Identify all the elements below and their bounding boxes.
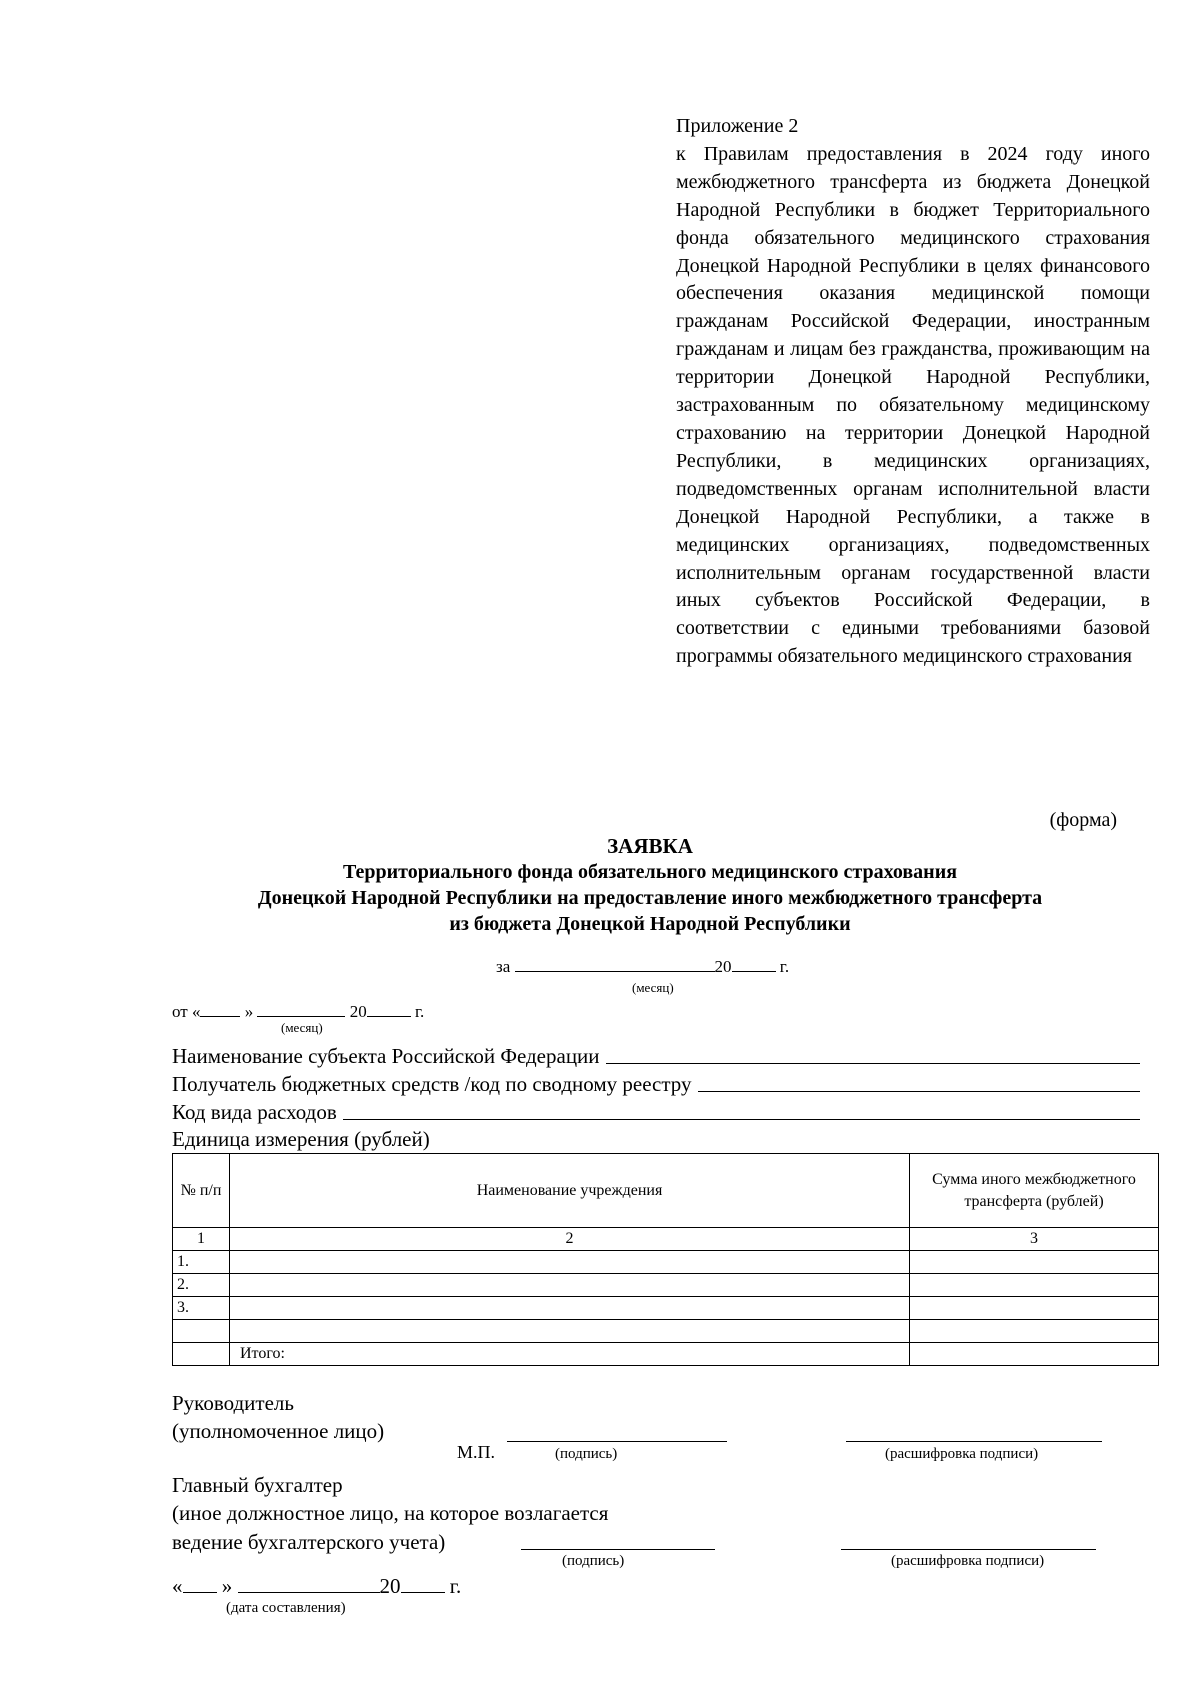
total-row bbox=[173, 1343, 1159, 1366]
date-from-close-quote: » bbox=[244, 1002, 254, 1021]
column-number-3: 3 bbox=[910, 1228, 1159, 1251]
compilation-date-suffix: г. bbox=[449, 1574, 462, 1598]
row-amount-cell[interactable] bbox=[910, 1297, 1159, 1320]
row-amount-cell[interactable] bbox=[910, 1274, 1159, 1297]
heading-line-1: Территориального фонда обязательного медицинского страхования bbox=[342, 861, 958, 883]
date-from-prefix: от « bbox=[172, 1002, 201, 1021]
period-line bbox=[496, 955, 789, 977]
compilation-date-hint: (дата составления) bbox=[226, 1600, 346, 1616]
unit-label: Единица измерения (рублей) bbox=[172, 1127, 430, 1151]
compilation-date-line bbox=[172, 1572, 461, 1600]
column-number-2: 2 bbox=[230, 1228, 910, 1251]
head-signatory bbox=[172, 1389, 384, 1446]
head-signature-hint: (подпись) bbox=[555, 1446, 618, 1462]
period-year-blank[interactable] bbox=[732, 955, 776, 972]
compilation-month-blank[interactable] bbox=[238, 1574, 380, 1593]
period-month-hint: (месяц) bbox=[632, 980, 674, 995]
appendix-block bbox=[676, 113, 1150, 671]
appendix-label: Приложение 2 bbox=[676, 115, 799, 137]
column-number-row bbox=[173, 1228, 1159, 1251]
head-decode-line[interactable] bbox=[846, 1441, 1102, 1442]
row-number: 3. bbox=[173, 1297, 230, 1320]
document-heading bbox=[150, 833, 1150, 937]
total-label: Итого: bbox=[230, 1343, 910, 1366]
row-institution-cell[interactable] bbox=[230, 1251, 910, 1274]
head-subtitle: (уполномоченное лицо) bbox=[172, 1419, 385, 1444]
subject-label: Наименование субъекта Российской Федерации bbox=[172, 1044, 600, 1068]
column-number-1: 1 bbox=[173, 1228, 230, 1251]
date-from-year-blank[interactable] bbox=[367, 1000, 411, 1017]
expense-code-field bbox=[172, 1097, 1140, 1125]
compilation-year-blank[interactable] bbox=[401, 1574, 445, 1593]
date-from-month-blank[interactable] bbox=[257, 1000, 345, 1017]
compilation-year-prefix: 20 bbox=[379, 1574, 401, 1598]
head-title: Руководитель bbox=[172, 1391, 294, 1415]
unit-field bbox=[172, 1124, 572, 1152]
row-number: 1. bbox=[173, 1251, 230, 1274]
form-label: (форма) bbox=[1049, 809, 1117, 831]
recipient-label: Получатель бюджетных средств /код по сводному реестру bbox=[172, 1072, 692, 1096]
compilation-date-open-quote: « bbox=[172, 1574, 183, 1598]
date-from-day-blank[interactable] bbox=[200, 1000, 240, 1017]
row-institution-cell[interactable] bbox=[230, 1297, 910, 1320]
accountant-subtitle-1: (иное должностное лицо, на которое возлагается bbox=[172, 1501, 609, 1526]
head-decode-hint: (расшифровка подписи) bbox=[885, 1446, 1039, 1462]
header-institution: Наименование учреждения bbox=[230, 1154, 910, 1228]
appendix-text: к Правилам предоставления в 2024 году иного межбюджетного трансферта из бюджета Донецкой Народной Республики в бюджет Территориального фонда обязательного медицинского страхования Донецкой Народной Республики в целях финансового обеспечения оказания медицинской помощи гражданам Российской Федерации, иностранным гражданам и лицам без гражданства, проживающим на территории Донецкой Народной Республики, застрахованным по обязательному медицинскому страхованию на территории Донецкой Народной Республики, в медицинских организациях, подведомственных органам исполнительной власти Донецкой Народной Республики, а также в медицинских организациях, подведомственных исполнительным органам государственной власти иных субъектов Российской Федерации, в соответствии с едиными требованиями базовой программы обязательного медицинского страхования bbox=[676, 142, 1150, 668]
recipient-field bbox=[172, 1069, 1140, 1097]
header-amount: Сумма иного межбюджетного трансферта (рублей) bbox=[910, 1154, 1159, 1228]
row-amount-cell[interactable] bbox=[910, 1251, 1159, 1274]
date-from-year-prefix: 20 bbox=[349, 1002, 367, 1021]
compilation-day-blank[interactable] bbox=[183, 1574, 217, 1593]
compilation-date-close-quote: » bbox=[221, 1574, 233, 1598]
period-month-blank[interactable] bbox=[515, 955, 715, 972]
date-from-month-hint: (месяц) bbox=[281, 1020, 323, 1035]
table-row bbox=[173, 1251, 1159, 1274]
document-title: ЗАЯВКА bbox=[607, 834, 693, 858]
period-suffix: г. bbox=[779, 957, 790, 976]
period-prefix: за bbox=[496, 957, 511, 976]
heading-line-3: из бюджета Донецкой Народной Республики bbox=[449, 913, 851, 935]
row-institution-cell[interactable] bbox=[230, 1320, 910, 1343]
table-row bbox=[173, 1274, 1159, 1297]
accountant-signature-line[interactable] bbox=[521, 1549, 715, 1550]
recipient-blank[interactable] bbox=[698, 1091, 1140, 1092]
institutions-table bbox=[172, 1153, 1159, 1366]
date-from-suffix: г. bbox=[414, 1002, 425, 1021]
row-number bbox=[173, 1320, 230, 1343]
total-number-cell bbox=[173, 1343, 230, 1366]
accountant-decode-hint: (расшифровка подписи) bbox=[891, 1553, 1045, 1569]
table-row bbox=[173, 1320, 1159, 1343]
period-year-prefix: 20 bbox=[714, 957, 732, 976]
accountant-signatory bbox=[172, 1471, 608, 1556]
accountant-signature-hint: (подпись) bbox=[562, 1553, 625, 1569]
heading-line-2: Донецкой Народной Республики на предоставление иного межбюджетного трансферта bbox=[257, 887, 1043, 909]
accountant-decode-line[interactable] bbox=[841, 1549, 1096, 1550]
accountant-title: Главный бухгалтер bbox=[172, 1473, 343, 1497]
row-institution-cell[interactable] bbox=[230, 1274, 910, 1297]
header-number: № п/п bbox=[173, 1154, 230, 1228]
row-amount-cell[interactable] bbox=[910, 1320, 1159, 1343]
expense-code-label: Код вида расходов bbox=[172, 1100, 337, 1124]
table-row bbox=[173, 1297, 1159, 1320]
subject-field bbox=[172, 1041, 1140, 1069]
head-signature-line[interactable] bbox=[507, 1441, 727, 1442]
expense-code-blank[interactable] bbox=[343, 1119, 1140, 1120]
table-header-row bbox=[173, 1154, 1159, 1228]
subject-blank[interactable] bbox=[606, 1063, 1140, 1064]
row-number: 2. bbox=[173, 1274, 230, 1297]
total-amount-cell[interactable] bbox=[910, 1343, 1159, 1366]
date-from-line bbox=[172, 1000, 424, 1022]
stamp-label: М.П. bbox=[457, 1442, 496, 1462]
accountant-subtitle-2: ведение бухгалтерского учета) bbox=[172, 1529, 446, 1554]
